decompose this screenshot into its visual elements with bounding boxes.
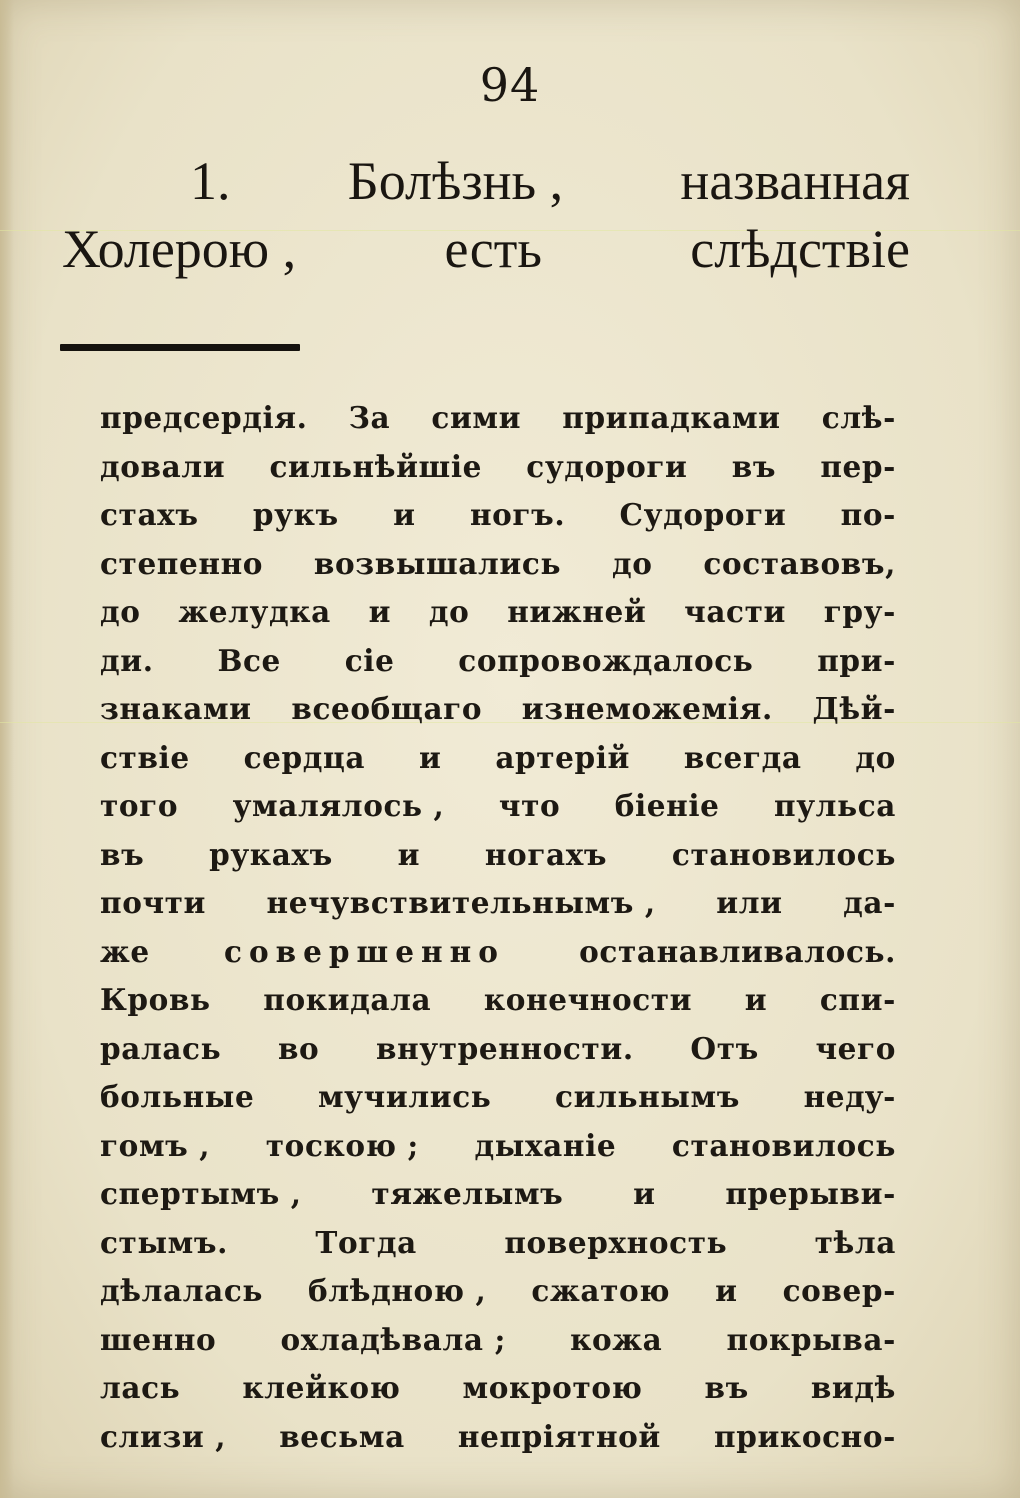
- text-word: покидала: [263, 982, 432, 1017]
- text-word: охладѣвала ;: [280, 1321, 506, 1357]
- text-line: [100, 1271, 896, 1320]
- text-word: что: [498, 788, 561, 823]
- text-word: ногахъ: [484, 836, 608, 872]
- text-word: ствіе: [100, 739, 190, 775]
- text-word: видѣ: [810, 1370, 896, 1405]
- text-word: стымъ.: [100, 1224, 228, 1260]
- text-line: [100, 592, 896, 641]
- text-word: того: [100, 788, 179, 823]
- text-word: непріятной: [457, 1418, 661, 1454]
- text-word: покрыва-: [726, 1321, 896, 1357]
- text-word: въ: [704, 1370, 749, 1405]
- text-word: возвышались: [313, 545, 562, 581]
- text-line: [100, 398, 896, 447]
- text-word: гру-: [823, 594, 896, 629]
- text-word: сжатою: [531, 1273, 671, 1308]
- text-word: же: [100, 933, 150, 969]
- text-line: [100, 1368, 896, 1417]
- text-word: Отъ: [690, 1030, 759, 1066]
- text-word: пер-: [820, 448, 896, 484]
- text-word: біеніе: [614, 788, 720, 823]
- text-word: нижней: [507, 594, 647, 629]
- text-word: до: [428, 594, 470, 629]
- text-word: и: [633, 1176, 656, 1211]
- text-word: За: [348, 400, 391, 435]
- text-word: довали: [100, 448, 226, 484]
- text-word: останавливалось.: [579, 933, 896, 969]
- text-word: судороги: [526, 448, 688, 484]
- text-line: [100, 1077, 896, 1126]
- text-line: [100, 544, 896, 593]
- text-word: спи-: [819, 982, 896, 1017]
- text-word: рукъ: [252, 497, 339, 532]
- text-word: кожа: [570, 1321, 663, 1357]
- section-divider: [60, 344, 300, 351]
- text-line: [100, 1320, 896, 1369]
- text-line: [100, 786, 896, 835]
- text-line: [100, 1126, 896, 1175]
- text-word: до: [100, 594, 141, 629]
- text-word: Кровь: [100, 982, 211, 1017]
- text-word: совершенно: [224, 933, 505, 969]
- text-line: [100, 495, 896, 544]
- text-word: слѣ-: [821, 400, 896, 435]
- text-word: Судороги: [619, 497, 787, 532]
- text-word: мучились: [317, 1079, 492, 1114]
- text-word: Все: [217, 642, 281, 678]
- heading-line-1: [62, 150, 910, 212]
- text-line: [100, 932, 896, 981]
- text-word: изнеможемія.: [521, 691, 773, 726]
- text-word: весьма: [279, 1418, 405, 1454]
- text-word: совер-: [782, 1273, 896, 1308]
- text-word: становилось: [671, 836, 896, 872]
- text-line: [100, 641, 896, 690]
- heading-word: есть: [444, 219, 542, 279]
- text-line: [100, 689, 896, 738]
- text-word: становилось: [671, 1127, 896, 1163]
- text-word: тяжелымъ: [371, 1176, 564, 1211]
- heading-word: Болѣзнь ,: [347, 151, 564, 211]
- heading-word: Холерою ,: [62, 219, 297, 279]
- text-word: шенно: [100, 1321, 217, 1357]
- text-word: да-: [843, 885, 896, 920]
- text-word: слизи ,: [100, 1418, 227, 1454]
- text-word: сильнымъ: [555, 1079, 740, 1114]
- text-word: недy-: [803, 1079, 896, 1114]
- text-word: по-: [840, 497, 896, 532]
- text-word: тѣла: [814, 1224, 896, 1260]
- text-word: или: [716, 885, 783, 920]
- text-word: рукахъ: [209, 836, 333, 872]
- text-word: въ: [731, 448, 777, 484]
- text-word: и: [715, 1273, 738, 1308]
- text-word: поверхность: [504, 1224, 728, 1260]
- text-word: гомъ ,: [100, 1127, 211, 1163]
- text-line: [100, 1223, 896, 1272]
- text-word: во: [277, 1030, 320, 1066]
- text-word: въ: [100, 836, 145, 872]
- text-word: предсердія.: [100, 400, 308, 435]
- heading-word: 1.: [190, 151, 231, 211]
- text-word: ди.: [100, 642, 154, 678]
- body-text: [100, 398, 896, 1465]
- heading-line-2: [62, 218, 910, 280]
- text-line: [100, 738, 896, 787]
- text-word: клейкою: [242, 1370, 401, 1405]
- text-word: прикосно-: [714, 1418, 896, 1454]
- text-word: Тогда: [315, 1224, 417, 1260]
- text-word: умалялось ,: [232, 788, 445, 823]
- text-word: дыханіе: [474, 1127, 617, 1163]
- text-word: до: [611, 545, 653, 581]
- text-line: [100, 835, 896, 884]
- text-word: степенно: [100, 545, 264, 581]
- text-word: спертымъ ,: [100, 1176, 302, 1211]
- text-word: сими: [431, 400, 522, 435]
- text-line: [100, 1417, 896, 1466]
- text-word: составовъ,: [703, 545, 896, 581]
- heading-word: названная: [680, 151, 910, 211]
- text-word: дѣлалась: [100, 1273, 264, 1308]
- text-word: сіе: [344, 642, 395, 678]
- text-word: артерій: [495, 739, 631, 775]
- text-line: [100, 447, 896, 496]
- text-word: и: [418, 739, 442, 775]
- text-word: больные: [100, 1079, 255, 1114]
- text-word: почти: [100, 885, 207, 920]
- text-word: пульса: [774, 788, 896, 823]
- text-word: внутренности.: [376, 1030, 634, 1066]
- text-word: и: [368, 594, 392, 629]
- text-line: [100, 1029, 896, 1078]
- text-word: всегда: [683, 739, 802, 775]
- text-word: до: [855, 739, 896, 775]
- text-word: и: [744, 982, 768, 1017]
- text-word: и: [393, 497, 416, 532]
- text-word: желудка: [178, 594, 331, 629]
- text-word: всеобщаго: [291, 691, 483, 726]
- text-word: и: [397, 836, 421, 872]
- text-word: лась: [100, 1370, 181, 1405]
- page-edge-shadow: [0, 0, 14, 1498]
- page-number: 94: [479, 58, 541, 112]
- text-word: конечности: [483, 982, 693, 1017]
- text-word: сопровождалось: [458, 642, 754, 678]
- text-word: прерыви-: [725, 1176, 896, 1211]
- text-word: части: [684, 594, 786, 629]
- text-word: ногъ.: [469, 497, 566, 532]
- text-word: стахъ: [100, 497, 199, 532]
- text-word: блѣдною ,: [308, 1273, 487, 1308]
- text-word: Дѣй-: [812, 691, 896, 726]
- text-word: знаками: [100, 691, 252, 726]
- text-word: ралась: [100, 1030, 222, 1066]
- text-word: припадками: [562, 400, 781, 435]
- text-word: сердца: [243, 739, 366, 775]
- text-word: тоскою ;: [265, 1127, 419, 1163]
- text-line: [100, 980, 896, 1029]
- text-line: [100, 883, 896, 932]
- text-word: мокротою: [462, 1370, 643, 1405]
- text-word: сильнѣйшіе: [269, 448, 483, 484]
- text-line: [100, 1174, 896, 1223]
- heading-word: слѣдствіе: [690, 219, 910, 279]
- text-word: чего: [815, 1030, 896, 1066]
- text-word: нечувствительнымъ ,: [266, 885, 656, 920]
- text-word: при-: [817, 642, 896, 678]
